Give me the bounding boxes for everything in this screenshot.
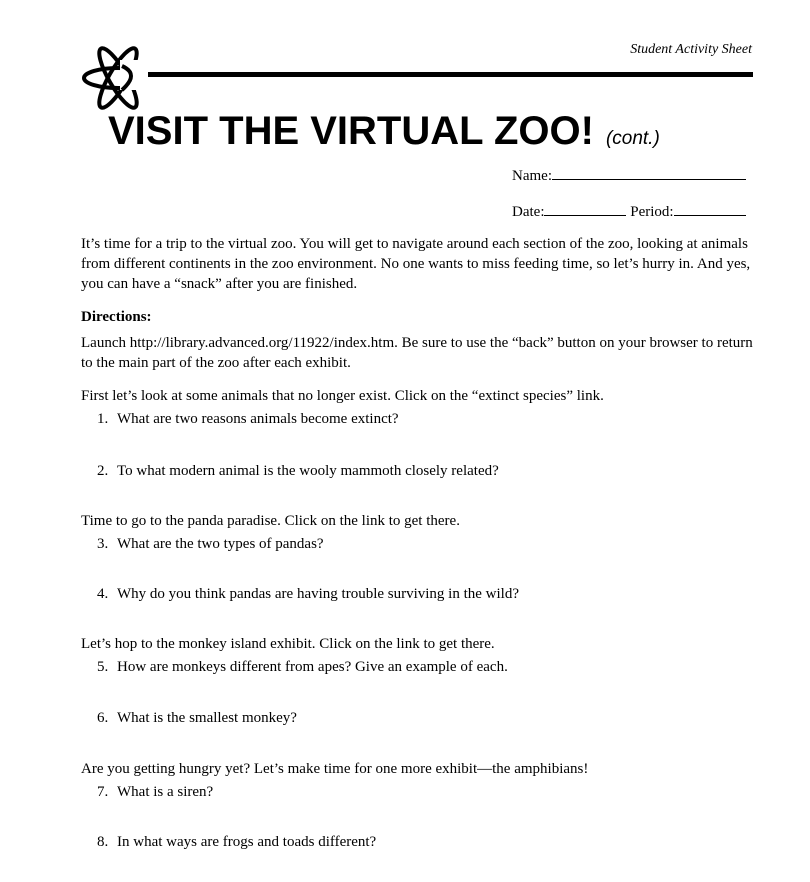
question-number: 7. xyxy=(97,784,109,800)
header-rule xyxy=(148,72,753,77)
question-text: To what modern animal is the wooly mammoth closely related? xyxy=(117,463,499,479)
question-text: What is a siren? xyxy=(117,784,214,800)
question-3 xyxy=(81,534,761,554)
section-text: Let’s hop to the monkey island exhibit. Click on the link to get there. xyxy=(81,636,495,652)
question-number: 5. xyxy=(97,659,109,675)
name-blank[interactable] xyxy=(552,166,746,180)
title-suffix: (cont.) xyxy=(605,128,660,149)
directions-label: Directions: xyxy=(81,309,152,325)
question-6 xyxy=(81,708,761,728)
question-text: What are two reasons animals become extinct? xyxy=(117,411,399,427)
intro-paragraph: It’s time for a trip to the virtual zoo. You will get to navigate around each section of the zoo, looking at animals from different continents in the zoo environment. No one wants to miss feeding time, so let’s hurry in. And yes, you can have a “snack” after you are finished. xyxy=(81,236,751,292)
date-period-fields xyxy=(512,202,746,221)
question-8 xyxy=(81,832,761,852)
question-number: 4. xyxy=(97,586,109,602)
question-text: In what ways are frogs and toads different? xyxy=(117,834,377,850)
date-blank[interactable] xyxy=(544,202,626,216)
directions-heading xyxy=(81,307,761,327)
name-field[interactable] xyxy=(512,166,746,185)
question-4 xyxy=(81,584,761,604)
question-5 xyxy=(81,657,761,677)
question-text: What are the two types of pandas? xyxy=(117,536,324,552)
question-number: 3. xyxy=(97,536,109,552)
question-number: 1. xyxy=(97,411,109,427)
sheet-label: Student Activity Sheet xyxy=(630,42,752,57)
launch-paragraph: Launch http://library.advanced.org/11922/index.htm. Be sure to use the “back” button on your browser to return to the main part of the zoo after each exhibit. xyxy=(81,335,753,371)
section-text: Time to go to the panda paradise. Click on the link to get there. xyxy=(81,513,460,529)
period-label: Period: xyxy=(630,204,674,220)
question-1 xyxy=(81,409,761,429)
name-label: Name: xyxy=(512,168,552,184)
question-number: 2. xyxy=(97,463,109,479)
date-label: Date: xyxy=(512,204,545,220)
page-title: VISIT THE VIRTUAL ZOO! xyxy=(108,109,594,153)
question-2 xyxy=(81,461,761,481)
question-text: How are monkeys different from apes? Give an example of each. xyxy=(117,659,508,675)
question-number: 8. xyxy=(97,834,109,850)
section-text: First let’s look at some animals that no longer exist. Click on the “extinct species” link. xyxy=(81,388,604,404)
title-row xyxy=(108,108,660,154)
atom-logo-icon xyxy=(80,44,156,112)
question-text: What is the smallest monkey? xyxy=(117,710,297,726)
question-number: 6. xyxy=(97,710,109,726)
period-blank[interactable] xyxy=(674,202,746,216)
activity-content xyxy=(81,234,761,852)
question-text: Why do you think pandas are having trouble surviving in the wild? xyxy=(117,586,520,602)
question-7 xyxy=(81,782,761,802)
section-text: Are you getting hungry yet? Let’s make time for one more exhibit—the amphibians! xyxy=(81,761,589,777)
